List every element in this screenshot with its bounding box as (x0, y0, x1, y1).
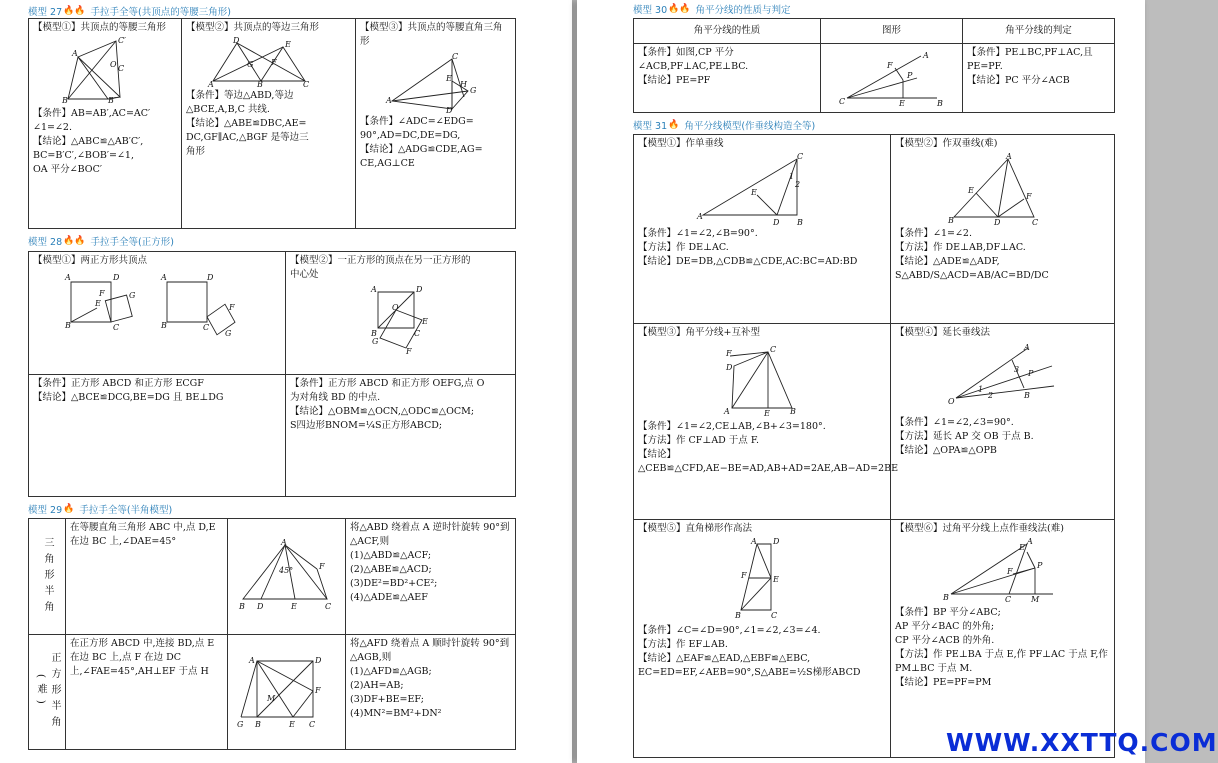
svg-text:E: E (421, 317, 428, 326)
model-name: 手拉手全等(共顶点的等腰三角形) (90, 7, 231, 18)
figure-triangle-half-angle (237, 539, 337, 625)
svg-text:F: F (318, 562, 325, 571)
cell-m31-5 (634, 519, 890, 757)
svg-text:P: P (1027, 369, 1033, 378)
cell-title: 【模型⑥】过角平分线上点作垂线法(难) (895, 523, 1064, 534)
svg-text:C: C (308, 720, 315, 729)
result-text: (3)DE²=BD²+CE²; (350, 578, 438, 589)
svg-text:C: C (203, 323, 210, 332)
cell-m31-3 (634, 323, 899, 519)
svg-text:C′: C′ (118, 36, 126, 45)
svg-text:A: A (922, 51, 929, 60)
flame-icon: 🔥 (668, 120, 680, 130)
model-number: 模型 28 (28, 237, 63, 248)
svg-text:A: A (1005, 152, 1012, 161)
conclusion-text: CE,AG⊥CE (360, 158, 415, 169)
result-text: (1)△ABD≌△ACF; (350, 550, 432, 561)
condition-text: 【条件】∠1=∠2,∠3=90°. (895, 417, 1014, 428)
cell-title: 【模型②】一正方形的顶点在另一正方形的 (290, 255, 471, 266)
svg-text:G: G (129, 291, 136, 300)
section-header-m29 (28, 502, 172, 516)
svg-text:D: D (993, 218, 1000, 227)
svg-text:D: D (314, 656, 321, 665)
svg-text:A: A (207, 80, 214, 89)
row-results (345, 519, 515, 634)
svg-text:F: F (314, 686, 321, 695)
cell-m28-3 (29, 374, 285, 496)
result-text: (4)△ADE≌△AEF (350, 592, 428, 603)
result-text: (3)DF+BE=EF; (350, 694, 424, 705)
section-header-m27 (28, 4, 231, 18)
conclusion-text: 【结论】△BCE≌DCG,BE=DG 且 BE⊥DG (33, 392, 224, 403)
svg-text:E: E (95, 299, 101, 308)
figure-single-perpendicular (697, 153, 827, 225)
figure-isosceles-shared-vertex (60, 37, 150, 105)
svg-text:B: B (735, 611, 741, 620)
svg-text:A: A (697, 212, 703, 221)
cell-m31-4 (890, 323, 1114, 519)
svg-text:A: A (248, 656, 255, 665)
row-results (345, 634, 515, 749)
svg-text:D: D (256, 602, 263, 611)
cell-m27-1 (29, 19, 181, 228)
svg-text:P: P (906, 71, 912, 80)
svg-text:C: C (113, 323, 120, 332)
svg-text:E: E (284, 40, 291, 49)
svg-text:F: F (741, 571, 747, 580)
svg-text:C: C (302, 80, 309, 89)
cell-m28-4 (285, 374, 515, 496)
figure-two-squares-shared-vertex (57, 270, 257, 340)
svg-text:F: F (1006, 567, 1013, 576)
result-text: 将△AFD 绕着点 A 顺时针旋转 90°到△AGB,则 (350, 638, 510, 663)
svg-text:O: O (110, 60, 117, 69)
cell-title: 【模型⑤】直角梯形作高法 (638, 523, 753, 534)
svg-text:C: C (1004, 595, 1011, 604)
result-text: (4)MN²=BM²+DN² (350, 708, 442, 719)
row-label: 正方形半角(难) (29, 634, 65, 749)
conclusion-text: EC=ED=EF,∠AEB=90°,S△ABE=½S梯形ABCD (638, 667, 861, 678)
svg-text:F: F (1025, 192, 1032, 201)
result-text: 将△ABD 绕着点 A 逆时针旋转 90°到△ACF,则 (350, 522, 510, 547)
method-text: 【方法】作 EF⊥AB. (638, 639, 728, 650)
condition-text: 【条件】如图,CP 平分∠ACB,PF⊥AC,PE⊥BC. (638, 47, 749, 72)
svg-text:C: C (413, 329, 420, 338)
result-text: (2)AH=AB; (350, 680, 404, 691)
method-text: 【方法】作 PE⊥BA 于点 E,作 PF⊥AC 于点 F,作 PM⊥BC 于点 M. (895, 649, 1108, 674)
right-page (577, 0, 1145, 763)
svg-text:B: B (238, 602, 245, 611)
cell-title: 【模型④】延长垂线法 (895, 327, 991, 338)
svg-text:B: B (256, 80, 263, 89)
row-description: 在正方形 ABCD 中,连接 BD,点 E 在边 BC 上,点 F 在边 DC 上,∠FAE=45°,AH⊥EF 于点 H (65, 634, 227, 749)
figure-cell (820, 43, 962, 112)
cell-title: 【模型①】两正方形共顶点 (33, 255, 148, 266)
svg-text:E: E (290, 602, 297, 611)
figure-isosceles-right-shared-vertex (386, 51, 486, 113)
svg-text:D: D (773, 537, 780, 546)
svg-text:A: A (72, 49, 78, 58)
svg-text:O: O (947, 397, 955, 406)
condition-text: AP 平分∠BAC 的外角; (895, 621, 995, 632)
svg-text:D: D (415, 285, 422, 294)
svg-text:A: A (1023, 343, 1030, 352)
condition-text: 【条件】AB=AB′,AC=AC′ (33, 108, 151, 119)
result-text: (2)△ABE≌△ACD; (350, 564, 432, 575)
watermark: WWW.XXTTQ.COM (946, 728, 1218, 757)
svg-text:3: 3 (1013, 365, 1019, 374)
svg-text:B: B (254, 720, 261, 729)
svg-text:C: C (1031, 218, 1038, 227)
figure-bisector-supplementary (712, 342, 812, 418)
svg-text:E: E (773, 575, 779, 584)
svg-text:A: A (65, 273, 71, 282)
method-text: 【方法】作 DE⊥AB,DF⊥AC. (895, 242, 1026, 253)
cell-title: 【模型②】作双垂线(难) (895, 138, 998, 149)
condition-text: 【条件】正方形 ABCD 和正方形 OEFG,点 O (290, 378, 485, 389)
svg-text:F: F (229, 303, 235, 312)
svg-text:C: C (770, 345, 777, 354)
svg-text:M: M (1030, 595, 1039, 604)
svg-text:A: A (161, 273, 167, 282)
model-number: 模型 30 (633, 5, 668, 16)
cell-title: 【模型①】共顶点的等腰三角形 (33, 22, 167, 33)
section-header-m28 (28, 234, 174, 248)
conclusion-text: 【结论】△EAF≌△EAD,△EBF≌△EBC, (638, 653, 811, 664)
svg-text:O: O (391, 303, 399, 312)
conclusion-text: 【结论】△OPA≌△OPB (895, 445, 997, 456)
model-number: 模型 27 (28, 7, 63, 18)
row-figure (227, 634, 345, 749)
svg-text:F: F (405, 347, 412, 356)
svg-text:F: F (270, 58, 277, 67)
table-m29 (28, 518, 516, 750)
conclusion-text: BC=B′C′,∠BOB′=∠1, (33, 150, 134, 161)
condition-text: 90°,AD=DC,DE=DG, (360, 130, 461, 141)
flame-icon: 🔥🔥 (668, 4, 691, 14)
svg-text:H: H (459, 80, 467, 89)
svg-text:M: M (266, 694, 275, 703)
svg-text:D: D (207, 273, 214, 282)
condition-text: 【条件】等边△ABD,等边 (186, 90, 294, 101)
cell-m28-1 (29, 252, 285, 374)
figure-extend-perpendicular (948, 342, 1058, 414)
svg-text:E: E (764, 409, 770, 418)
condition-text: 【条件】∠1=∠2. (895, 228, 972, 239)
figure-square-center-vertex (366, 284, 436, 354)
svg-text:45°: 45° (278, 566, 293, 575)
conclusion-text: 【结论】DE=DB,△CDB≌△CDE,AC:BC=AD:BD (638, 256, 858, 267)
cell-title: 【模型③】共顶点的等腰直角三角形 (360, 22, 503, 47)
method-text: 【方法】作 CF⊥AD 于点 F. (638, 435, 759, 446)
condition-text: △BCE,A,B,C 共线. (186, 104, 270, 115)
model-name: 角平分线模型(作垂线构造全等) (684, 121, 816, 132)
condition-text: ∠1=∠2. (33, 122, 72, 133)
svg-text:A: A (280, 538, 287, 547)
cell-m27-2 (181, 19, 355, 228)
column-header: 角平分线的性质 (693, 25, 761, 36)
svg-text:G: G (469, 86, 476, 95)
svg-text:1: 1 (977, 385, 983, 394)
svg-text:B: B (161, 321, 167, 330)
condition-text: 为对角线 BD 的中点. (290, 392, 381, 403)
svg-text:D: D (232, 36, 239, 45)
cell-title: 【模型③】角平分线+互补型 (638, 327, 760, 338)
svg-text:B: B (936, 99, 943, 108)
svg-text:E: E (445, 74, 452, 83)
cell-title: 中心处 (290, 269, 319, 280)
conclusion-text: DC,GF∥AC,△BGF 是等边三 (186, 132, 309, 143)
conclusion-text: 【结论】△OBM≌△OCN,△ODC≌△OCM; (290, 406, 475, 417)
figure-angle-bisector (837, 48, 947, 108)
method-text: 【方法】作 DE⊥AC. (638, 242, 729, 253)
cell-m27-3 (355, 19, 515, 228)
model-number: 模型 31 (633, 121, 668, 132)
svg-text:A: A (724, 407, 730, 416)
svg-text:G: G (246, 60, 253, 69)
svg-text:C: C (797, 152, 804, 161)
svg-text:C: C (451, 52, 458, 61)
figure-double-perpendicular (948, 153, 1058, 225)
figure-bisector-point-perpendiculars (943, 538, 1063, 604)
svg-text:B: B (797, 218, 803, 227)
svg-text:B: B (790, 407, 796, 416)
flame-icon: 🔥🔥 (63, 6, 86, 16)
svg-text:C: C (324, 602, 331, 611)
conclusion-text: 【结论】△ABC≌△AB′C′, (33, 136, 144, 147)
condition-text: CP 平分∠ACB 的外角. (895, 635, 995, 646)
left-page (0, 0, 572, 763)
svg-text:G: G (236, 720, 243, 729)
cell-m31-1 (634, 135, 890, 323)
svg-text:E: E (1018, 543, 1025, 552)
svg-text:A: A (385, 96, 392, 105)
row-figure (227, 519, 345, 634)
condition-text: 【条件】正方形 ABCD 和正方形 ECGF (33, 378, 204, 389)
svg-text:E: E (288, 720, 295, 729)
svg-text:G: G (225, 329, 232, 338)
svg-text:E: E (967, 186, 974, 195)
conclusion-text: 【结论】△ADE≌△ADF, (895, 256, 1000, 267)
condition-text: 【条件】∠ADC=∠EDG= (360, 116, 474, 127)
conclusion-text: S△ABD/S△ACD=AB/AC=BD/DC (895, 270, 1049, 281)
cell-m31-6 (890, 519, 1114, 757)
cell-title: 【模型②】共顶点的等边三角形 (186, 22, 320, 33)
judgement-cell (962, 43, 1114, 112)
flame-icon: 🔥🔥 (63, 236, 86, 246)
method-text: 【方法】延长 AP 交 OB 于点 B. (895, 431, 1034, 442)
condition-text: 【条件】PE⊥BC,PF⊥AC,且 PE=PF. (967, 47, 1093, 72)
svg-text:B: B (947, 216, 954, 225)
conclusion-text: 【结论】PE=PF (638, 75, 711, 86)
svg-text:D: D (773, 218, 780, 227)
model-name: 手拉手全等(正方形) (90, 237, 174, 248)
column-header: 图形 (820, 19, 962, 43)
svg-text:B: B (370, 329, 377, 338)
table-m31 (633, 134, 1115, 758)
svg-text:E: E (898, 99, 905, 108)
svg-text:A: A (370, 285, 377, 294)
svg-text:D: D (113, 273, 120, 282)
row-label: 三角形半角 (42, 536, 53, 617)
svg-text:A: A (1026, 537, 1033, 546)
conclusion-text: 角形 (186, 146, 206, 157)
cell-title: 【模型①】作单垂线 (638, 138, 724, 149)
conclusion-text: 【结论】PC 平分∠ACB (967, 75, 1070, 86)
svg-text:2: 2 (987, 391, 993, 400)
svg-text:B′: B′ (108, 96, 116, 105)
flame-icon: 🔥 (63, 504, 75, 514)
svg-text:C: C (118, 64, 125, 73)
svg-text:B: B (942, 593, 949, 602)
condition-text: 【条件】∠C=∠D=90°,∠1=∠2,∠3=∠4. (638, 625, 821, 636)
column-header: 角平分线的判定 (962, 19, 1114, 43)
svg-text:F: F (726, 349, 732, 358)
svg-text:F: F (886, 61, 893, 70)
conclusion-text: S四边形BNOM=¼S正方形ABCD; (290, 420, 443, 431)
cell-m31-2 (890, 135, 1114, 323)
conclusion-text: 【结论】△ABE≌DBC,AE= (186, 118, 307, 129)
figure-right-trapezoid (727, 538, 797, 622)
row-description: 在等腰直角三角形 ABC 中,点 D,E 在边 BC 上,∠DAE=45° (65, 519, 227, 634)
conclusion-text: 【结论】PE=PF=PM (895, 677, 992, 688)
svg-text:1: 1 (789, 172, 795, 181)
svg-text:C: C (771, 611, 778, 620)
model-number: 模型 29 (28, 505, 63, 516)
svg-text:G: G (371, 337, 378, 346)
model-name: 角平分线的性质与判定 (695, 5, 791, 16)
svg-text:D: D (445, 106, 452, 115)
svg-text:2: 2 (795, 180, 801, 189)
result-text: (1)△AFD≌△AGB; (350, 666, 432, 677)
svg-text:P: P (1036, 561, 1042, 570)
model-name: 手拉手全等(半角模型) (79, 505, 173, 516)
svg-text:C: C (838, 97, 845, 106)
condition-text: 【条件】BP 平分∠ABC; (895, 607, 1001, 618)
property-cell (634, 43, 820, 112)
svg-text:D: D (726, 363, 733, 372)
conclusion-text: OA 平分∠BOC′ (33, 164, 103, 175)
section-header-m31 (633, 118, 815, 132)
table-m28 (28, 251, 516, 497)
condition-text: 【条件】∠1=∠2,CE⊥AB,∠B+∠3=180°. (638, 421, 826, 432)
condition-text: 【条件】∠1=∠2,∠B=90°. (638, 228, 758, 239)
svg-text:F: F (99, 289, 105, 298)
svg-text:E: E (751, 188, 757, 197)
table-m30 (633, 18, 1115, 113)
svg-text:B: B (65, 321, 71, 330)
svg-text:B: B (62, 96, 68, 105)
figure-equilateral-shared-vertex (207, 37, 331, 87)
table-m27 (28, 18, 516, 229)
conclusion-text: 【结论】△ADG≌CDE,AG= (360, 144, 483, 155)
figure-square-half-angle (237, 655, 337, 741)
cell-m28-2 (285, 252, 515, 374)
conclusion-text: 【结论】△CEB≌△CFD,AE−BE=AD,AB+AD=2AE,AB−AD=2BE (638, 449, 899, 474)
section-header-m30 (633, 2, 791, 16)
svg-text:A: A (751, 537, 757, 546)
svg-text:B: B (1023, 391, 1030, 400)
